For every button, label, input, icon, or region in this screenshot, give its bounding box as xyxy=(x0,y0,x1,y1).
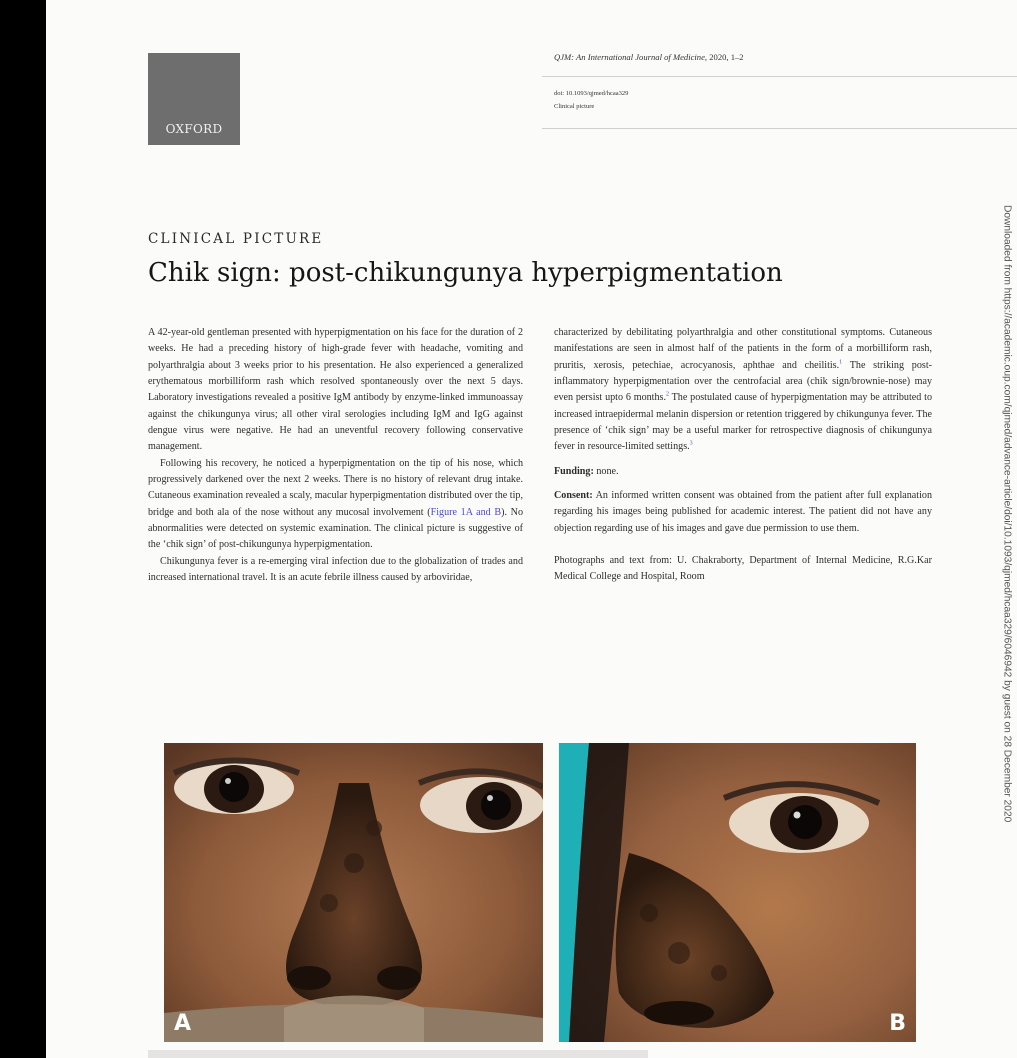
funding-statement xyxy=(554,464,932,480)
paragraph-discussion xyxy=(554,325,932,456)
photo-a-illustration xyxy=(164,743,543,1042)
text: The postulated cause of hyperpigmentation may be attributed to increased intraepidermal melanin dispersion or retention triggered by chikungunya fever. The presence of ‘chik sign’ may be a useful marker for retrospective diagnosis of chikungunya fever in resource-limited settings. xyxy=(554,392,932,453)
journal-name: QJM: An International Journal of Medicine xyxy=(554,52,705,62)
consent-label: Consent: xyxy=(554,490,593,502)
consent-statement xyxy=(554,488,932,537)
doi[interactable]: doi: 10.1093/qjmed/hcaa329 xyxy=(554,90,629,97)
clinical-photo-b xyxy=(559,743,916,1042)
figure-label-b: B xyxy=(889,1011,906,1036)
consent-text: An informed written consent was obtained from the patient after full explanation regarding his images being published for academic interest. The patient did not have any objection regarding use of his images and gave due permission to use them. xyxy=(554,490,932,534)
funding-label: Funding: xyxy=(554,465,594,477)
caption-edge xyxy=(148,1050,648,1058)
oxford-logo xyxy=(148,53,240,145)
body-column-right xyxy=(554,325,932,586)
text: The striking post-inflammatory hyperpigmentation over the centrofacial area (chik sign/brownie-nose) may even persist upto 6 months. xyxy=(554,359,932,404)
header-divider xyxy=(542,76,1017,77)
paragraph-discussion-start: Chikungunya fever is a re-emerging viral infection due to the globalization of trades and increased international travel. It is an acute febrile illness caused by arboviridae, xyxy=(148,555,523,584)
photo-credit: Photographs and text from: U. Chakraborty, Department of Internal Medicine, R.G.Kar Medical College and Hospital, Room xyxy=(554,555,932,583)
photo-b-illustration xyxy=(559,743,916,1042)
reference-1[interactable]: 1 xyxy=(839,359,843,366)
body-column-left xyxy=(148,325,523,587)
download-watermark xyxy=(997,205,1016,1005)
paragraph-examination xyxy=(148,456,523,554)
journal-year-pages: , 2020, 1–2 xyxy=(704,52,744,62)
section-label: CLINICAL PICTURE xyxy=(148,231,324,247)
reference-3[interactable]: 3 xyxy=(689,441,693,448)
logo-text: OXFORD xyxy=(165,122,223,136)
text: characterized by debilitating polyarthralgia and other constitutional symptoms. Cutaneous manifestations are seen in almost half of the patients in the form of a morbilliform rash, pruritis, xerosis, petechiae, acrocyanosis, aphthae and cheilitis. xyxy=(554,327,932,371)
journal-citation xyxy=(554,52,744,62)
journal-page xyxy=(46,0,1017,1058)
figure-link[interactable]: Figure 1A and B xyxy=(430,506,502,518)
reference-2[interactable]: 2 xyxy=(665,392,669,399)
text: Following his recovery, he noticed a hyperpigmentation on the tip of his nose, which progressively darkened over the next 2 weeks. There is no history of relevant drug intake. Cutaneous examination revealed a scaly, macular hyperpigmentation distributed over the tip, bridge and both ala of the nose without any mucosal involvement ( xyxy=(148,457,523,518)
article-category: Clinical picture xyxy=(554,103,595,110)
figure-label-a: A xyxy=(174,1011,192,1036)
text: ). No abnormalities were detected on systemic examination. The clinical picture is suggestive of the ‘chik sign’ of post-chikungunya hyperpigmentation. xyxy=(148,506,523,551)
clinical-photo-a xyxy=(164,743,543,1042)
funding-text: none. xyxy=(593,465,619,477)
article-title: Chik sign: post-chikungunya hyperpigmentation xyxy=(148,258,783,288)
watermark-text: Downloaded from https://academic.oup.com/qjmed/advance-article/doi/10.1093/qjmed/hcaa329/6046942 by guest on 28 December 2020 xyxy=(1001,205,1012,823)
header-divider-lower xyxy=(542,128,1017,129)
paragraph-case-presentation: A 42-year-old gentleman presented with hyperpigmentation on his face for the duration of 2 weeks. He had a preceding history of high-grade fever with headache, vomiting and polyarthralgia about 3 weeks prior to his presentation. He also experienced a generalized erythematous morbilliform rash which resolved spontaneously over the next 5 days. Laboratory investigations revealed a positive IgM antibody by enzyme-linked immunoassay against the chikungunya virus; all other viral serologies including IgM and IgG against dengue virus were negative. He had an uneventful recovery following conservative management. xyxy=(148,327,523,453)
